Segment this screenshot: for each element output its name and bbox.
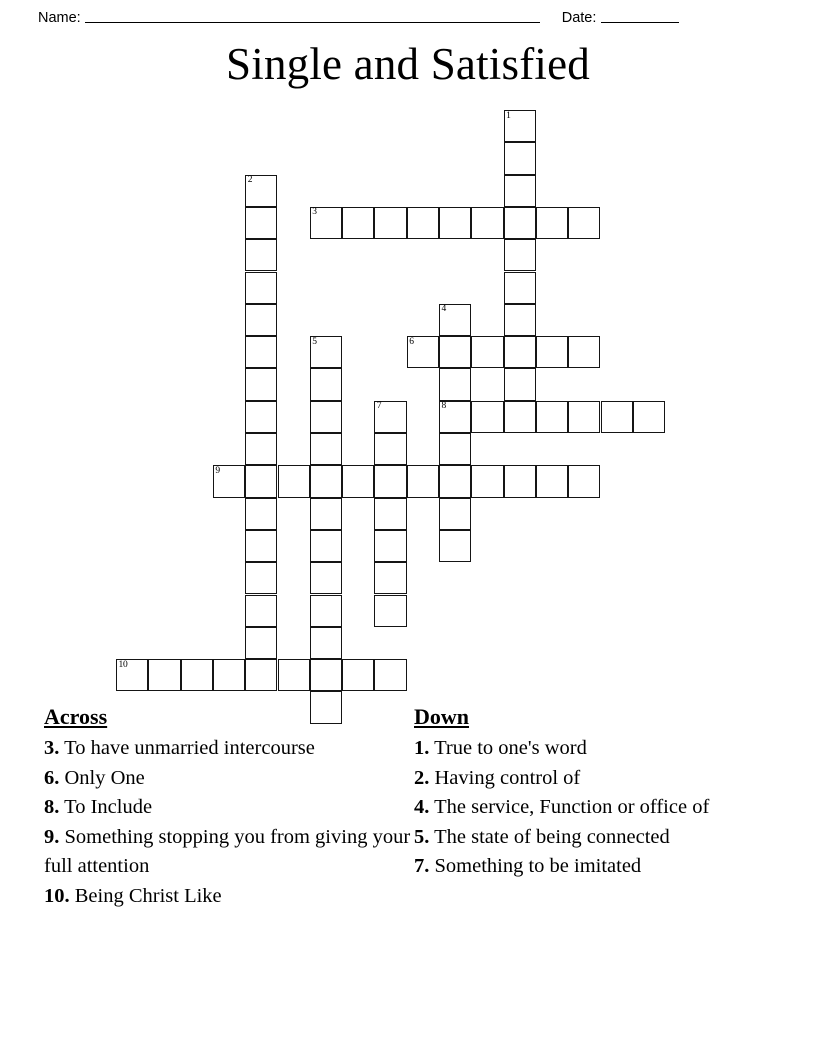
crossword-cell[interactable] xyxy=(245,659,277,691)
crossword-cell[interactable] xyxy=(148,659,180,691)
crossword-cell[interactable] xyxy=(245,530,277,562)
crossword-cell[interactable] xyxy=(407,207,439,239)
clue-number: 1. xyxy=(414,737,430,759)
crossword-cell[interactable] xyxy=(245,465,277,497)
crossword-cell[interactable] xyxy=(245,595,277,627)
crossword-cell-number: 8 xyxy=(441,401,446,412)
crossword-cell-number: 2 xyxy=(247,175,253,186)
clue-number: 3. xyxy=(44,737,60,759)
clue-text: To Include xyxy=(59,796,153,818)
crossword-cell[interactable] xyxy=(310,207,342,239)
crossword-cell[interactable] xyxy=(245,562,277,594)
crossword-cell[interactable] xyxy=(245,336,277,368)
crossword-cell[interactable] xyxy=(471,401,503,433)
across-clue-list xyxy=(44,734,414,911)
crossword-cell[interactable] xyxy=(504,272,536,304)
crossword-cell-number: 1 xyxy=(506,110,511,121)
crossword-cell[interactable] xyxy=(374,498,406,530)
crossword-cell[interactable] xyxy=(536,465,568,497)
clue-text: Having control of xyxy=(429,766,581,789)
crossword-cell[interactable] xyxy=(633,401,665,433)
down-clue-column xyxy=(414,702,784,882)
crossword-cell-number: 9 xyxy=(215,465,220,476)
date-label: Date: xyxy=(561,10,597,26)
crossword-cell[interactable] xyxy=(310,401,342,433)
crossword-cell[interactable] xyxy=(374,530,406,562)
crossword-cell[interactable] xyxy=(310,627,342,659)
crossword-cell[interactable] xyxy=(439,498,471,530)
crossword-cell-number: 3 xyxy=(312,207,317,218)
clue-number: 6. xyxy=(44,766,60,789)
crossword-cell[interactable] xyxy=(245,304,277,336)
clue-number: 9. xyxy=(44,825,60,848)
crossword-cell[interactable] xyxy=(471,336,503,368)
crossword-cell[interactable] xyxy=(245,272,277,304)
crossword-cell-number: 4 xyxy=(441,304,446,315)
clue-number: 2. xyxy=(414,766,430,789)
clue-number: 7. xyxy=(414,855,430,877)
crossword-cell[interactable] xyxy=(439,465,471,497)
crossword-cell[interactable] xyxy=(439,207,471,239)
crossword-cell[interactable] xyxy=(374,465,406,497)
clue-text: Something stopping you from giving your full attention xyxy=(44,825,411,877)
crossword-cell[interactable] xyxy=(374,659,406,691)
crossword-cell[interactable] xyxy=(504,207,536,239)
crossword-cell[interactable] xyxy=(439,401,471,433)
crossword-cell[interactable] xyxy=(504,175,536,207)
clue-item-across-8 xyxy=(44,793,414,823)
crossword-cell[interactable] xyxy=(342,659,374,691)
clue-item-across-3 xyxy=(44,734,414,764)
clue-number: 5. xyxy=(414,825,430,848)
crossword-cell-number: 5 xyxy=(312,336,317,347)
crossword-cell-number: 7 xyxy=(376,401,382,412)
crossword-cell[interactable] xyxy=(245,368,277,400)
crossword-cell[interactable] xyxy=(471,465,503,497)
crossword-cell[interactable] xyxy=(278,659,310,691)
clue-number: 4. xyxy=(414,796,430,818)
clue-item-across-9 xyxy=(44,823,414,882)
crossword-cell[interactable] xyxy=(504,110,536,142)
crossword-cell[interactable] xyxy=(504,368,536,400)
crossword-cell[interactable] xyxy=(116,659,148,691)
name-label: Name: xyxy=(38,10,81,26)
clue-text: The service, Function or office of xyxy=(429,796,710,818)
crossword-cell[interactable] xyxy=(471,207,503,239)
crossword-cell[interactable] xyxy=(504,401,536,433)
crossword-cell[interactable] xyxy=(568,207,600,239)
crossword-cell[interactable] xyxy=(504,239,536,271)
crossword-cell[interactable] xyxy=(245,627,277,659)
clue-item-down-7 xyxy=(414,852,784,882)
clue-text: To have unmarried intercourse xyxy=(59,737,315,759)
clue-item-across-10 xyxy=(44,882,414,912)
crossword-cell[interactable] xyxy=(374,433,406,465)
crossword-cell[interactable] xyxy=(310,530,342,562)
clue-item-across-6 xyxy=(44,764,414,794)
down-heading: Down xyxy=(414,704,470,729)
crossword-cell[interactable] xyxy=(310,595,342,627)
clue-item-down-4 xyxy=(414,793,784,823)
crossword-cell[interactable] xyxy=(181,659,213,691)
crossword-cell[interactable] xyxy=(407,336,439,368)
crossword-cell[interactable] xyxy=(310,562,342,594)
crossword-cell[interactable] xyxy=(310,465,342,497)
crossword-cell-number: 10 xyxy=(118,659,128,670)
crossword-cell[interactable] xyxy=(439,368,471,400)
crossword-cell[interactable] xyxy=(213,659,245,691)
crossword-cell[interactable] xyxy=(278,465,310,497)
crossword-cell[interactable] xyxy=(568,401,600,433)
crossword-cell[interactable] xyxy=(439,433,471,465)
crossword-cell[interactable] xyxy=(245,401,277,433)
crossword-cell[interactable] xyxy=(310,336,342,368)
page-title: Single and Satisfied xyxy=(226,39,590,89)
crossword-cell[interactable] xyxy=(439,304,471,336)
crossword-cell[interactable] xyxy=(407,465,439,497)
crossword-cell[interactable] xyxy=(504,142,536,174)
across-clue-column xyxy=(44,702,414,911)
crossword-cell[interactable] xyxy=(374,595,406,627)
crossword-cell[interactable] xyxy=(439,336,471,368)
crossword-cell[interactable] xyxy=(601,401,633,433)
clue-number: 8. xyxy=(44,796,60,818)
clue-item-down-2 xyxy=(414,764,784,794)
crossword-cell[interactable] xyxy=(504,304,536,336)
crossword-cell[interactable] xyxy=(536,207,568,239)
crossword-cell[interactable] xyxy=(245,207,277,239)
clue-number: 10. xyxy=(44,884,70,907)
crossword-cell[interactable] xyxy=(568,465,600,497)
crossword-cell[interactable] xyxy=(568,336,600,368)
crossword-cell-number: 6 xyxy=(409,336,414,347)
clue-text: True to one's word xyxy=(429,737,587,759)
crossword-cell[interactable] xyxy=(504,336,536,368)
crossword-cell[interactable] xyxy=(245,498,277,530)
crossword-cell[interactable] xyxy=(310,498,342,530)
crossword-cell[interactable] xyxy=(245,239,277,271)
clue-text: Only One xyxy=(59,766,145,789)
crossword-cell[interactable] xyxy=(504,465,536,497)
crossword-cell[interactable] xyxy=(342,207,374,239)
crossword-cell[interactable] xyxy=(374,562,406,594)
crossword-cell[interactable] xyxy=(213,465,245,497)
clue-item-down-1 xyxy=(414,734,784,764)
crossword-cell[interactable] xyxy=(374,207,406,239)
clue-area xyxy=(44,702,784,911)
crossword-cell[interactable] xyxy=(310,433,342,465)
crossword-cell[interactable] xyxy=(439,530,471,562)
crossword-cell[interactable] xyxy=(374,401,406,433)
crossword-cell[interactable] xyxy=(245,175,277,207)
crossword-cell[interactable] xyxy=(310,659,342,691)
across-heading: Across xyxy=(44,704,108,729)
clue-text: Being Christ Like xyxy=(69,884,222,907)
crossword-cell[interactable] xyxy=(536,336,568,368)
clue-text: The state of being connected xyxy=(429,825,670,848)
crossword-cell[interactable] xyxy=(310,368,342,400)
crossword-cell[interactable] xyxy=(536,401,568,433)
clue-item-down-5 xyxy=(414,823,784,853)
down-clue-list xyxy=(414,734,784,882)
crossword-cell[interactable] xyxy=(342,465,374,497)
clue-text: Something to be imitated xyxy=(429,855,642,877)
crossword-cell[interactable] xyxy=(245,433,277,465)
